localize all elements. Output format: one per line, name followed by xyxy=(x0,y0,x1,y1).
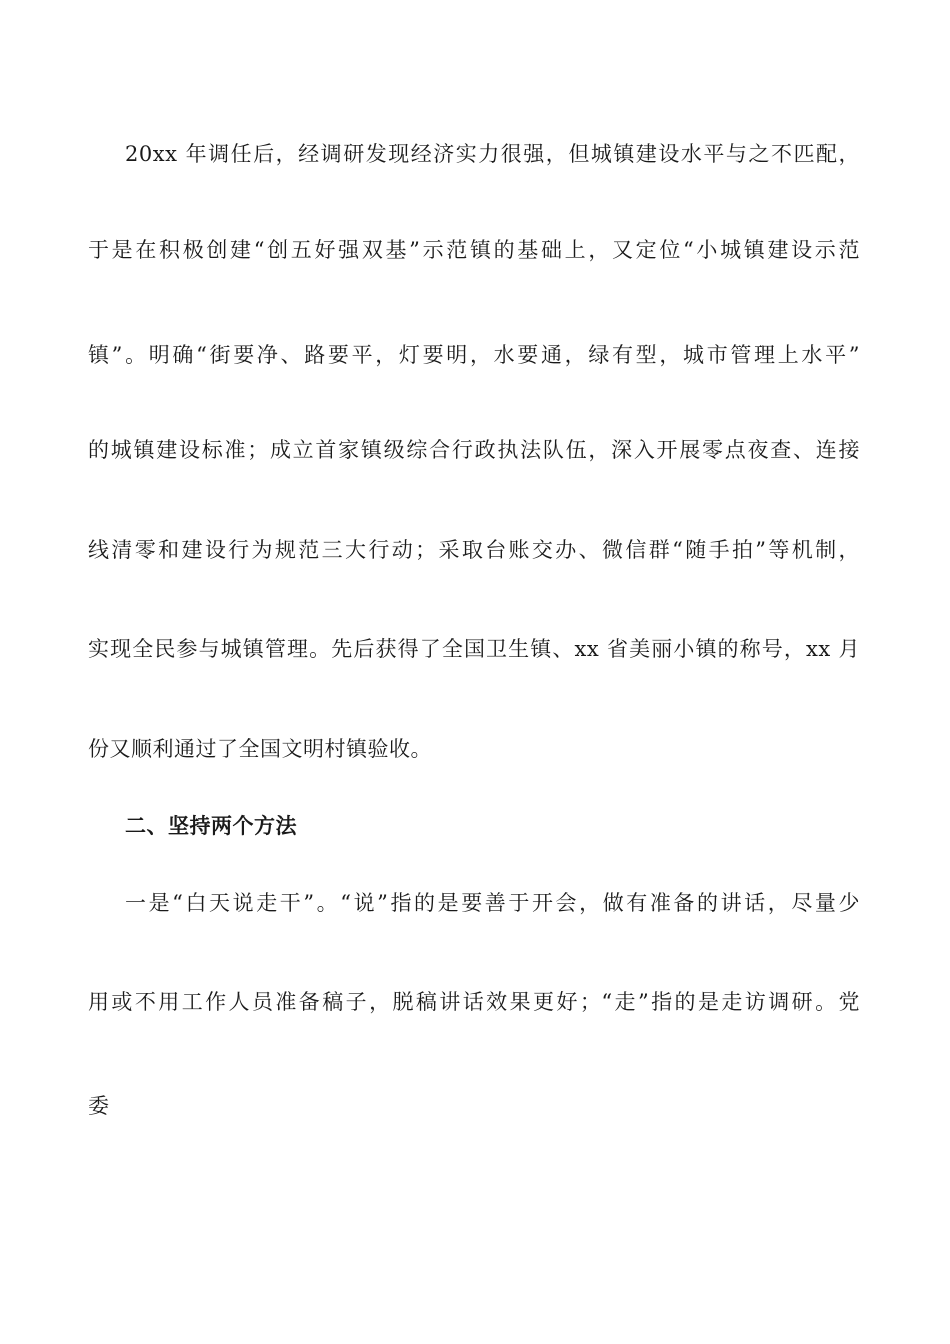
paragraph-1-line-5: 线清零和建设行为规范三大行动；采取台账交办、微信群“随手拍”等机制， xyxy=(88,538,860,562)
paragraph-2-line-3: 委 xyxy=(88,1094,110,1118)
section-heading: 二、坚持两个方法 xyxy=(125,814,297,838)
paragraph-2-line-1: 一是“白天说走干”。“说”指的是要善于开会，做有准备的讲话，尽量少 xyxy=(125,891,860,915)
paragraph-1-line-7: 份又顺利通过了全国文明村镇验收。 xyxy=(88,737,432,761)
paragraph-1-line-3: 镇”。明确“街要净、路要平，灯要明，水要通，绿有型，城市管理上水平” xyxy=(88,343,860,367)
paragraph-1-line-1: 20xx 年调任后，经调研发现经济实力很强，但城镇建设水平与之不匹配， xyxy=(125,142,860,166)
paragraph-1-line-2: 于是在积极创建“创五好强双基”示范镇的基础上，又定位“小城镇建设示范 xyxy=(88,238,860,262)
paragraph-1-line-4: 的城镇建设标准；成立首家镇级综合行政执法队伍，深入开展零点夜查、连接 xyxy=(88,438,860,462)
paragraph-2-line-2: 用或不用工作人员准备稿子，脱稿讲话效果更好；“走”指的是走访调研。党 xyxy=(88,990,860,1014)
paragraph-1-line-6: 实现全民参与城镇管理。先后获得了全国卫生镇、xx 省美丽小镇的称号，xx 月 xyxy=(88,637,860,661)
